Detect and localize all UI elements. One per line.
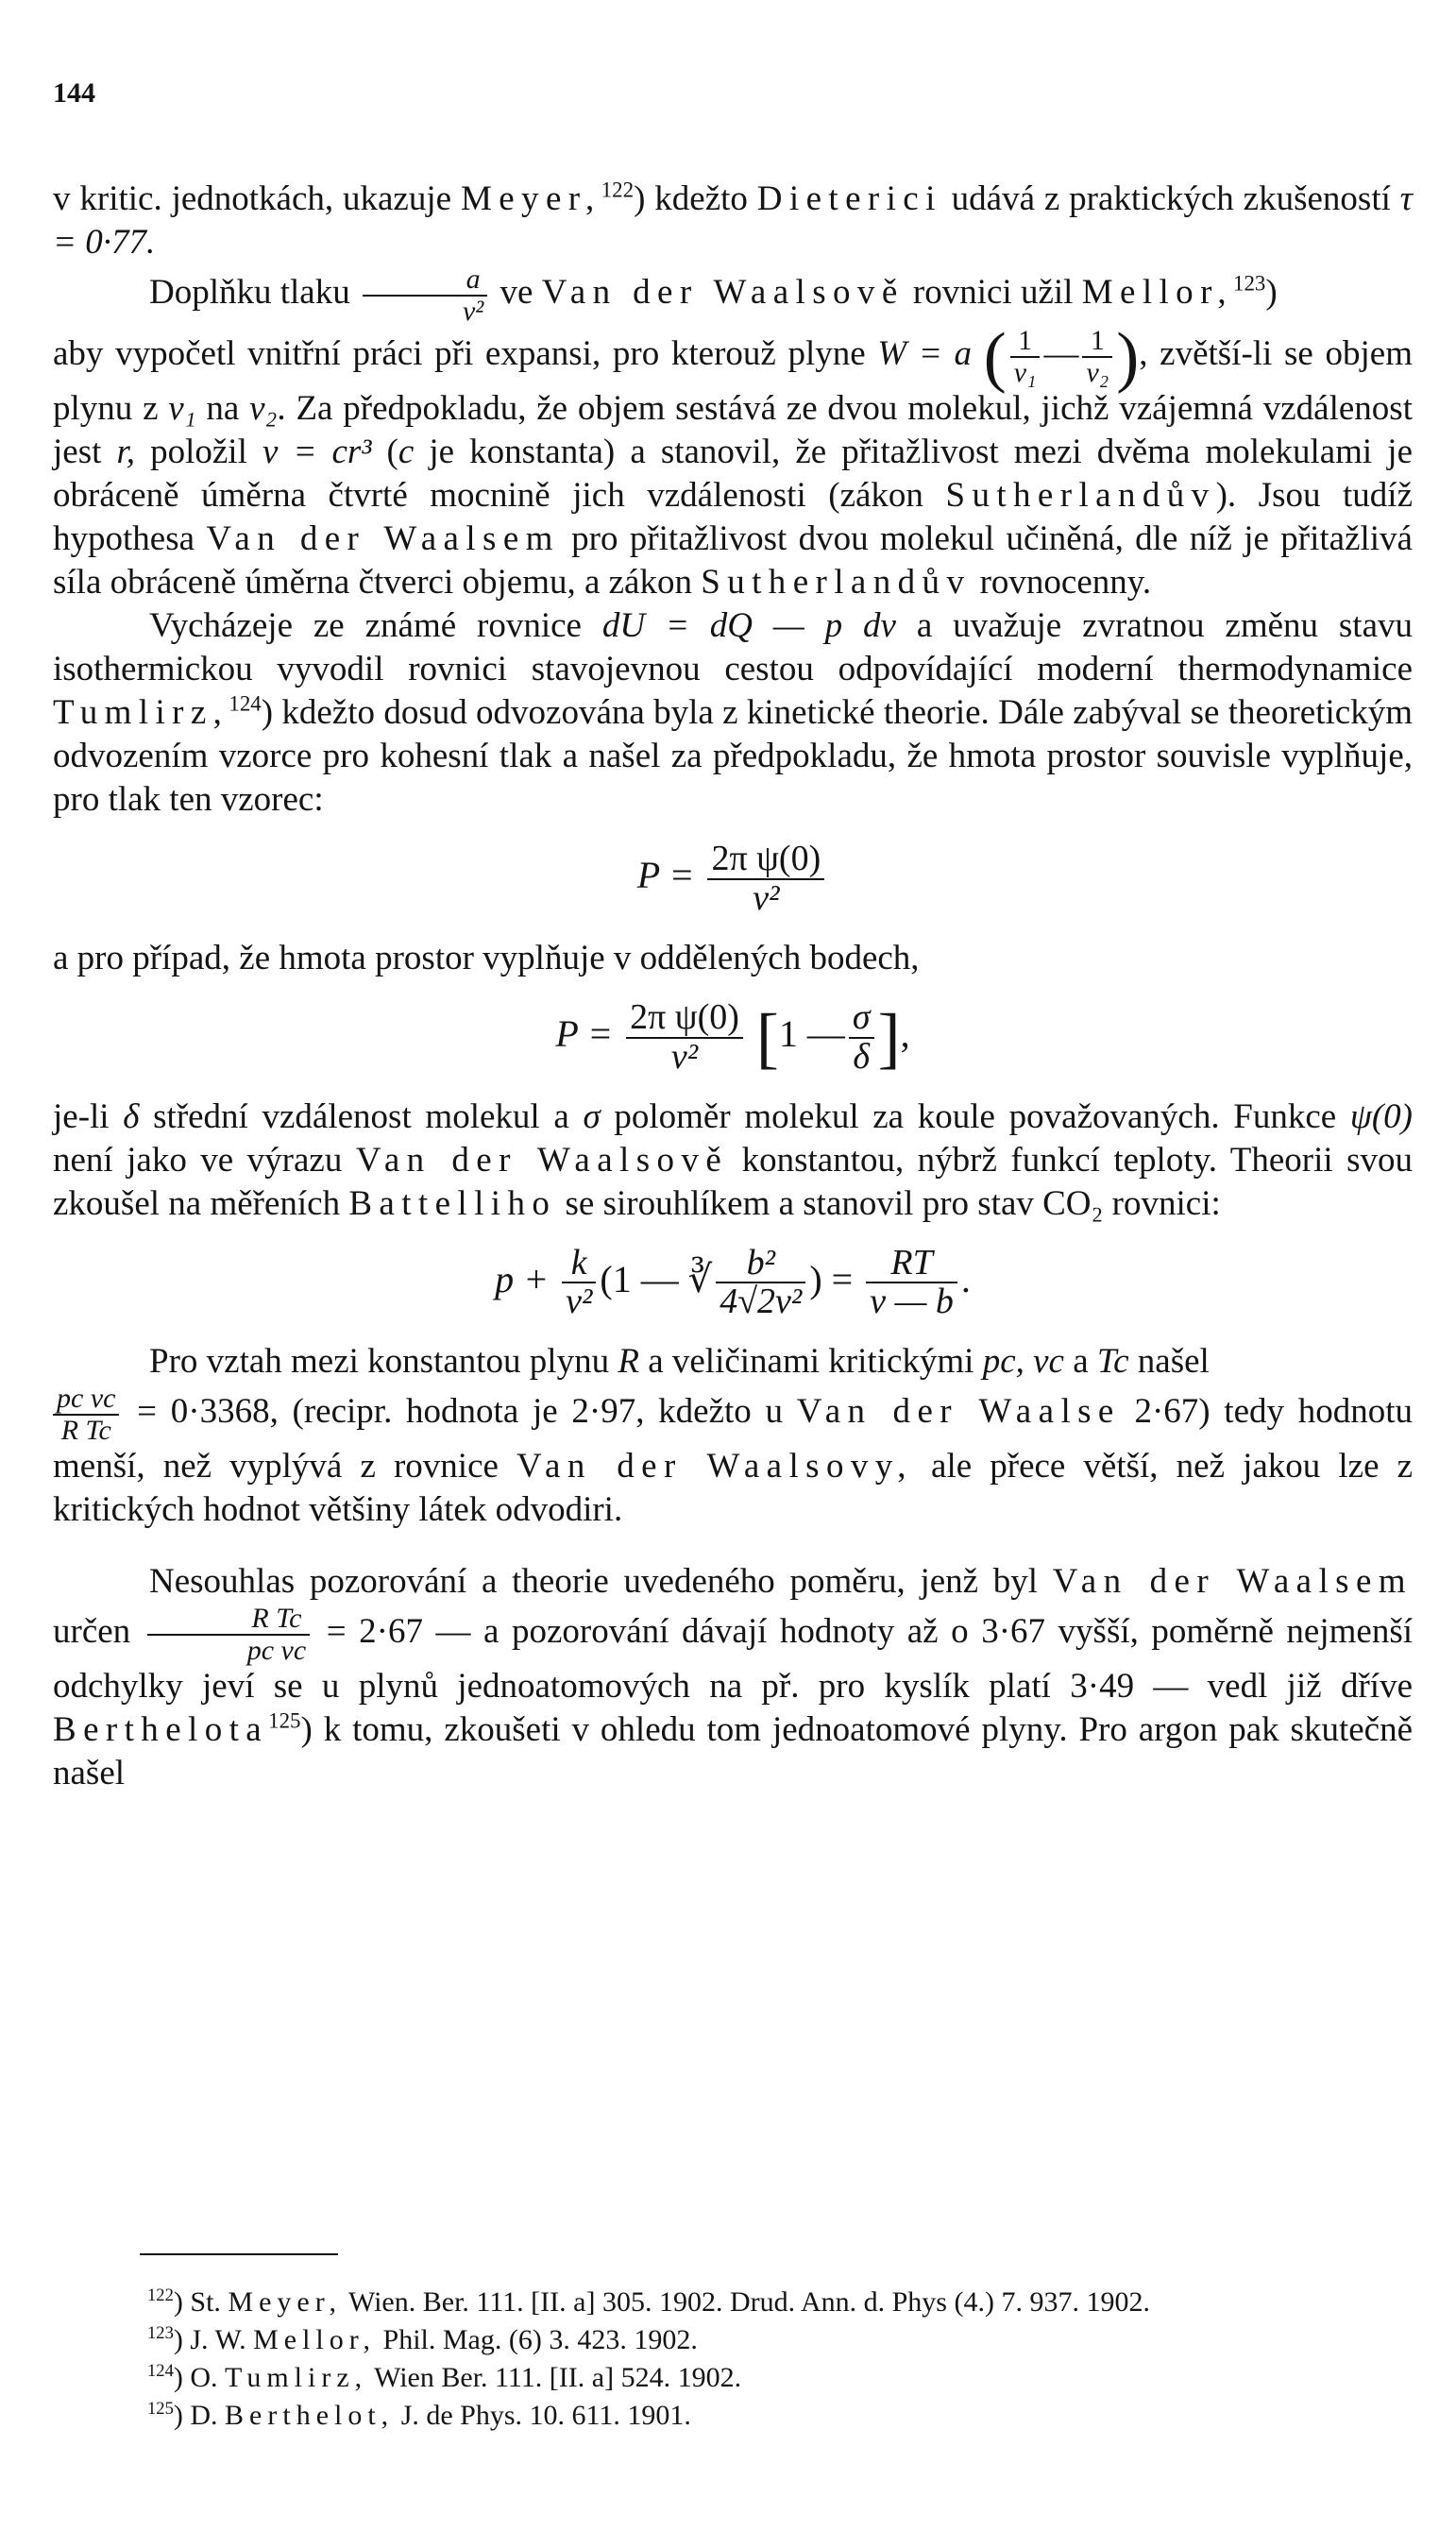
footnote: $^{123}$) J. W. Mellor, Phil. Mag. (6) 3. 423. 1902. <box>147 2323 698 2355</box>
page-number: 144 <box>53 77 95 109</box>
fraction-a-over-v2: $\frac{a}{\text{v²}}$ <box>363 264 487 326</box>
footnote: $^{125}$) D. Berthelot, J. de Phys. 10. 611. 1901. <box>147 2399 691 2431</box>
ref-123: 123 <box>1232 271 1266 296</box>
paragraph-4: a pro případ, že hmota prostor vyplňuje v oddělených bodech, <box>53 938 920 977</box>
footnotes <box>53 2284 1413 2435</box>
paragraph-7: $\frac{\text{pc vc}}{\text{R Tc}}$ = 0·3368, (recipr. hodnota je 2·97, kdežto u Van der Waalse 2·67) tedy hodnotu menší, než vyplývá z rovnice Van der Waalsovy, ale přece větší, než jakou lze z kritických hodnot většiny látek odvodiri. <box>53 1383 1414 1530</box>
author-tumlirz: Tumlirz, <box>53 693 229 732</box>
equation-1: P = $\frac{\text{2π ψ(0)}}{\text{v²}}$ <box>53 841 1413 918</box>
ref-125: 125 <box>268 1709 301 1734</box>
author-berthelot: Berthelota <box>53 1710 269 1750</box>
footnote: $^{122}$) St. Meyer, Wien. Ber. 111. [II. a] 305. 1902. Drud. Ann. d. Phys (4.) 7. 937. 1902. <box>147 2285 1150 2318</box>
equation-3: p + $\frac{k}{\text{v²}}$ (1 — ∛ $\frac{\text{b²}}{\text{4√2v²}}$ ) = $\frac{RT}{v — b}$ . <box>495 1242 971 1322</box>
author-battelli: Battelliho <box>348 1183 557 1223</box>
paragraph-3: Vycházeje ze známé rovnice dU = dQ — p dv a uvažuje zvratnou změnu stavu isothermickou vyvodil rovnici stavojevnou cestou odpovídající moderní thermodynamice Tumlirz,$^{124}$) kdežto dosud odvozována byla z kinetické theorie. Dále zabýval se theoretickým odvozením vzorce pro kohesní tlak a našel za předpokladu, že hmota prostor souvisle vyplňuje, pro tlak ten vzorec: <box>53 606 1414 819</box>
paragraph-2b: aby vypočetl vnitřní práci při expansi, pro kterouž plyne W = a ( $\frac{1}{\text{v₁}}$ — $\frac{1}{\text{v₂}}$ ), zvětší-li se objem plynu z v₁ na v₂. Za předpokladu, že objem sestává ze dvou molekul, jichž vzájemná vzdálenost jest r, položil v = cr³ (c je konstanta) a stanovil, že přitažlivost mezi dvěma molekulami je obráceně úměrna čtvrté mocnině jich vzdálenosti (zákon Sutherlandův). Jsou tudíž hypothesa Van der Waalsem pro přitažlivost dvou molekul učiněná, dle níž je přitažlivá síla obráceně úměrna čtverci objemu, a zákon Sutherlandův rovnocenny. <box>53 318 1413 602</box>
author-mellor: Mellor, <box>1081 272 1233 312</box>
paragraph-6: Pro vztah mezi konstantou plynu R a veličinami kritickými pc, vc a Tc našel <box>149 1342 1210 1382</box>
footnote-rule <box>140 2253 338 2255</box>
paragraph-5: je-li δ střední vzdálenost molekul a σ poloměr molekul za koule považovaných. Funkce ψ(0) není jako ve výrazu Van der Waalsově konstantou, nýbrž funkcí teploty. Theorii svou zkoušel na měřeních Battelliho se sirouhlíkem a stanovil pro stav CO₂ rovnici: <box>53 1096 1413 1223</box>
footnote: $^{124}$) O. Tumlirz, Wien Ber. 111. [II. a] 524. 1902. <box>147 2361 742 2393</box>
author-dieterici: Dieterici <box>756 179 942 218</box>
ref-124: 124 <box>229 691 262 716</box>
author-meyer: Meyer, <box>460 179 601 218</box>
paragraph-1: v kritic. jednotkách, ukazuje Meyer,$^{122}$) kdežto Dieterici udává z praktických zkušeností τ = 0·77. <box>53 178 1413 262</box>
work-formula: W = a <box>877 333 973 373</box>
ref-122: 122 <box>601 178 635 202</box>
paragraph-2: Doplňku tlaku $\frac{a}{\text{v²}}$ ve Van der Waalsově rovnici užil Mellor,$^{123}$) <box>149 263 1278 327</box>
main-text <box>53 178 1413 1795</box>
equation-2: P = $\frac{\text{2π ψ(0)}}{\text{v²}}$ [1 — $\frac{\sigma}{\delta}$ ], <box>555 996 910 1077</box>
paragraph-8: Nesouhlas pozorování a theorie uvedeného poměru, jenž byl Van der Waalsem určen $\frac{\text{R Tc}}{\text{pc vc}}$ = 2·67 — a pozorování dávají hodnoty až o 3·67 vyšší, poměrně nejmenší odchylky jeví se u plynů jednoatomových na př. pro kyslík platí 3·49 — vedl již dříve Berthelota$^{125}$) k tomu, zkoušeti v ohledu tom jednoatomové plyny. Pro argon pak skutečně našel <box>53 1562 1414 1793</box>
